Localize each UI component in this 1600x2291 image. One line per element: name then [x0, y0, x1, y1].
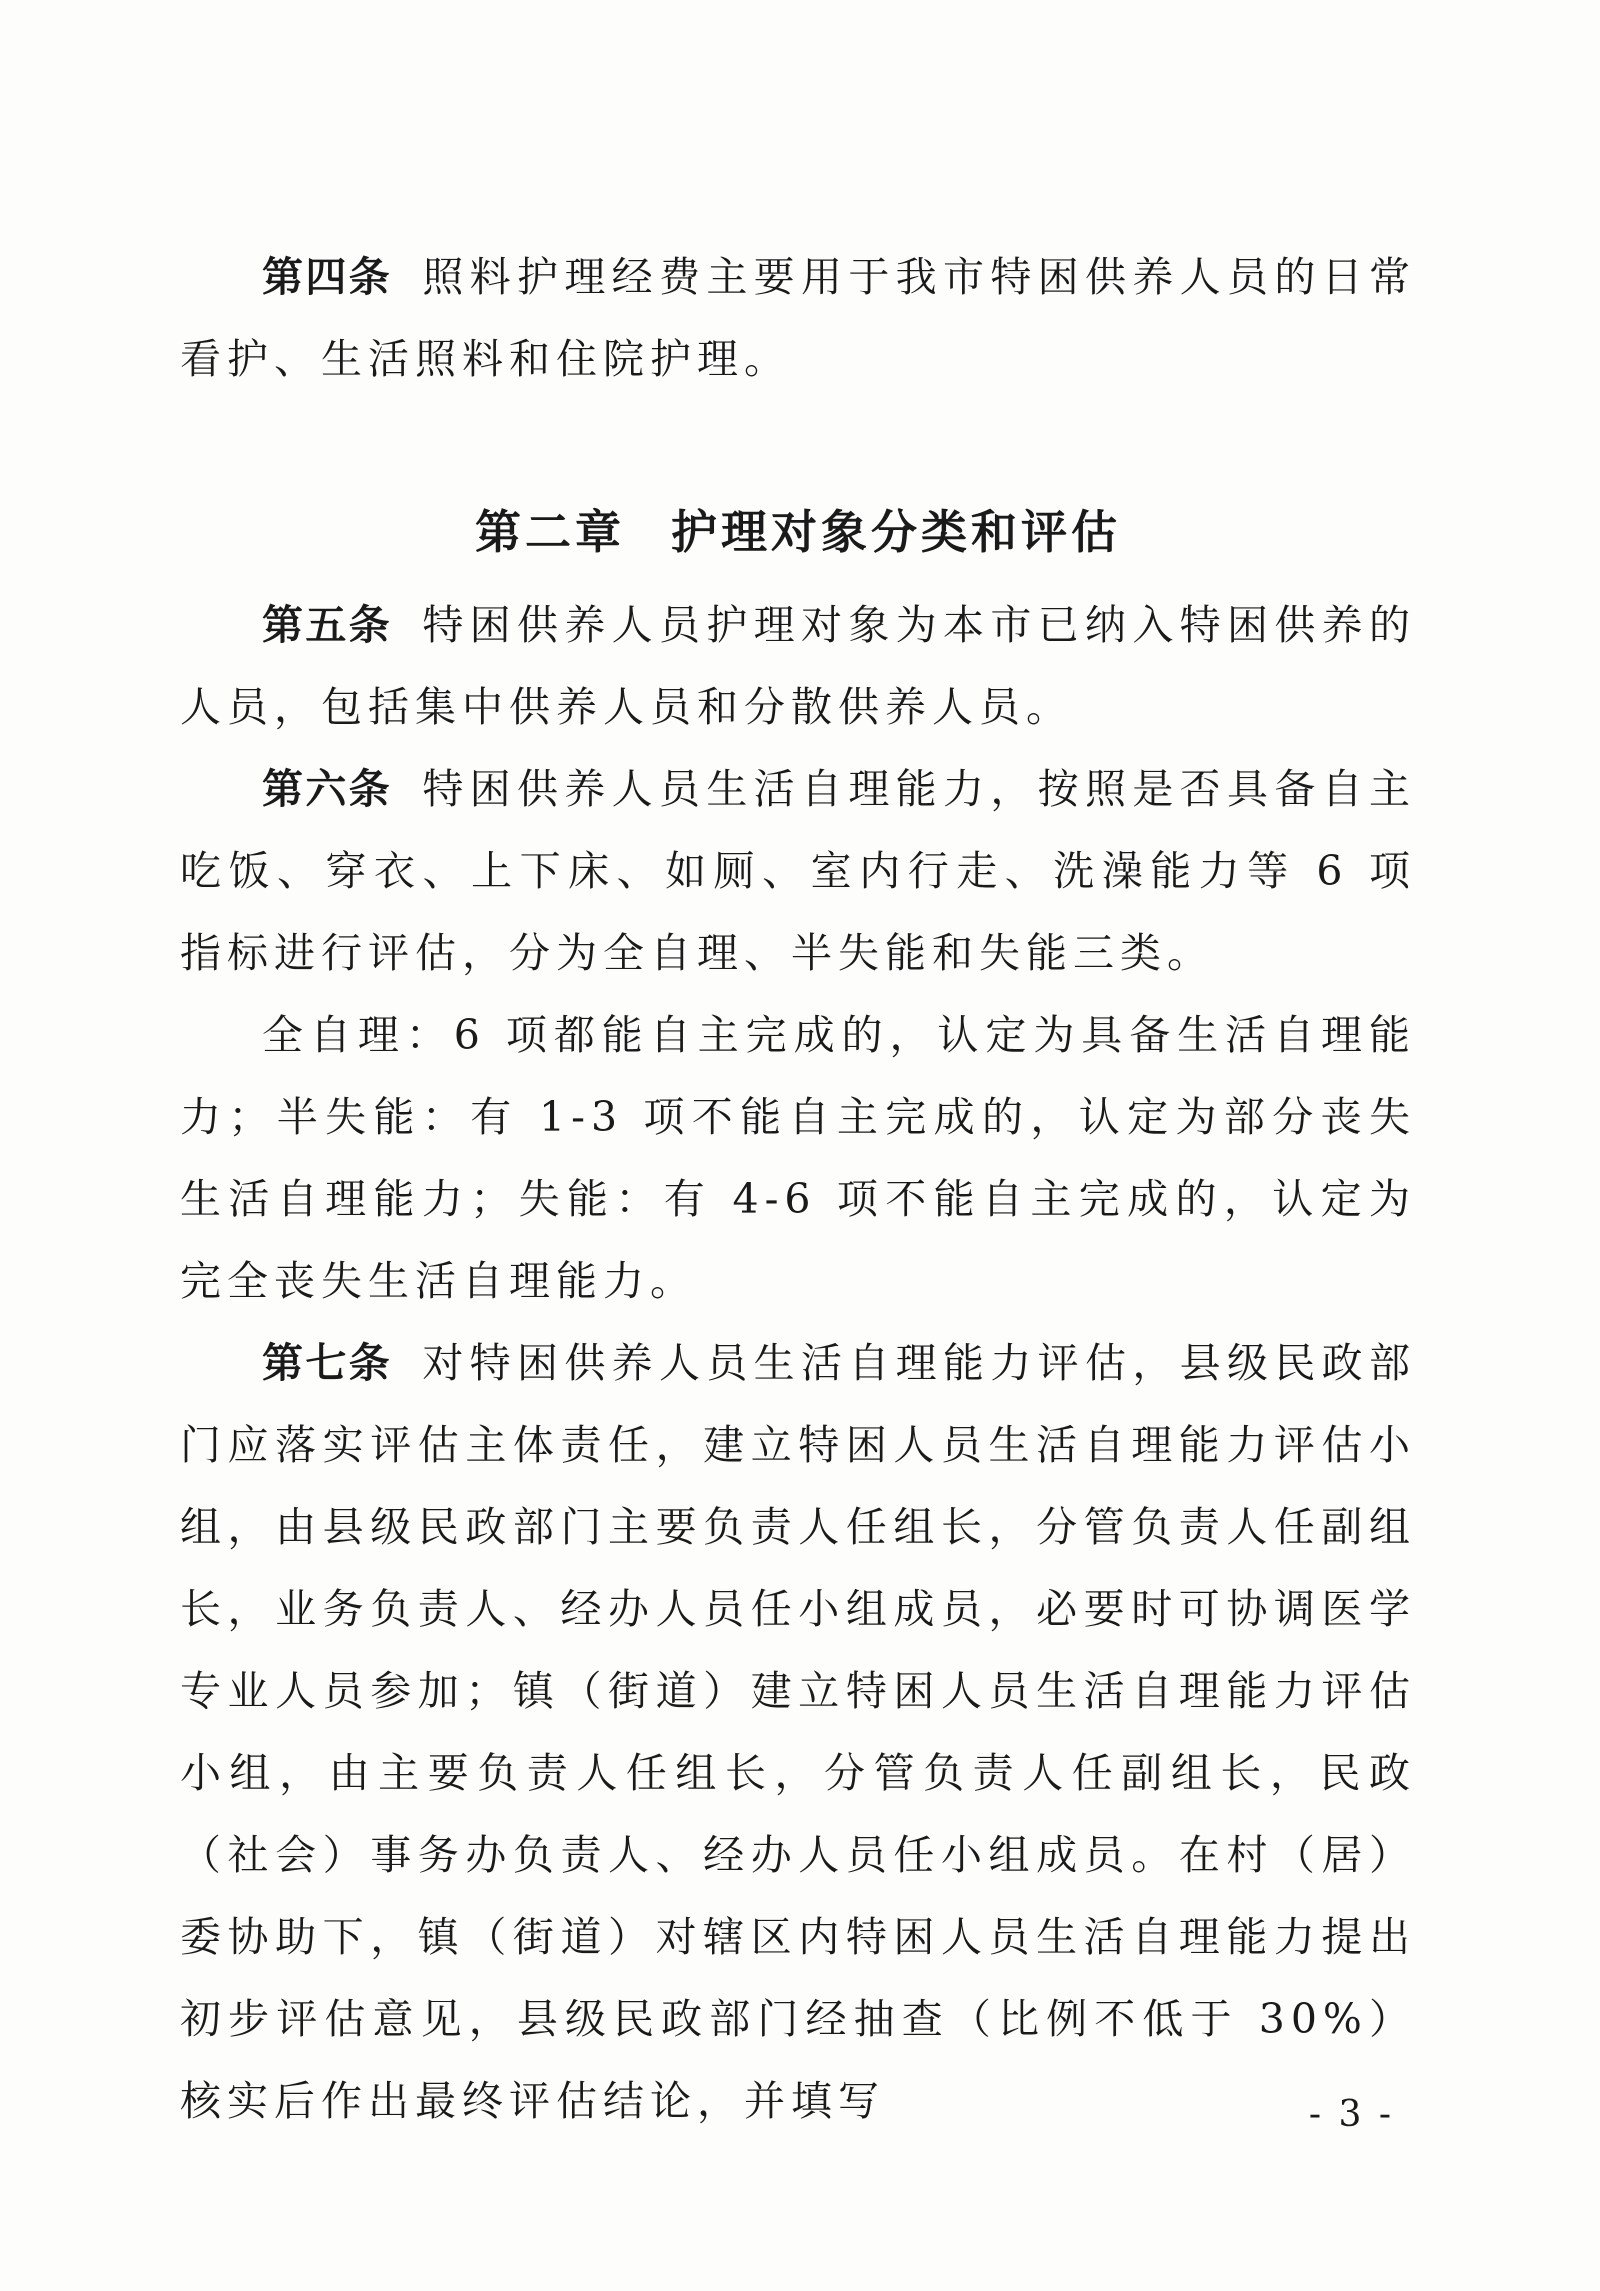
article-4-text: 照料护理经费主要用于我市特困供养人员的日常看护、生活照料和住院护理。	[180, 253, 1416, 383]
page-number: - 3 -	[1308, 2094, 1394, 2135]
article-5-label: 第五条	[262, 601, 392, 649]
article-6	[180, 748, 1416, 994]
article-7	[180, 1322, 1416, 2142]
article-7-label: 第七条	[262, 1339, 392, 1387]
article-6-label: 第六条	[262, 765, 392, 813]
chapter-name: 护理对象分类和评估	[671, 505, 1121, 559]
article-6-detail: 全自理：6 项都能自主完成的，认定为具备生活自理能力；半失能：有 1-3 项不能自主完成的，认定为部分丧失生活自理能力；失能：有 4-6 项不能自主完成的，认定为完全丧失生活自理能力。	[180, 1011, 1416, 1305]
article-6-text: 特困供养人员生活自理能力，按照是否具备自主吃饭、穿衣、上下床、如厕、室内行走、洗澡能力等 6 项指标进行评估，分为全自理、半失能和失能三类。	[180, 765, 1416, 977]
chapter-heading	[180, 480, 1416, 584]
article-7-text: 对特困供养人员生活自理能力评估，县级民政部门应落实评估主体责任，建立特困人员生活自理能力评估小组，由县级民政部门主要负责人任组长，分管负责人任副组长，业务负责人、经办人员任小组成员，必要时可协调医学专业人员参加；镇（街道）建立特困人员生活自理能力评估小组，由主要负责人任组长，分管负责人任副组长，民政（社会）事务办负责人、经办人员任小组成员。在村（居）委协助下，镇（街道）对辖区内特困人员生活自理能力提出初步评估意见，县级民政部门经抽查（比例不低于 30%）核实后作出最终评估结论，并填写	[180, 1339, 1416, 2125]
page-body	[180, 236, 1416, 2142]
article-4	[180, 236, 1416, 400]
article-4-label: 第四条	[262, 253, 392, 301]
article-5	[180, 584, 1416, 748]
article-5-text: 特困供养人员护理对象为本市已纳入特困供养的人员，包括集中供养人员和分散供养人员。	[180, 601, 1416, 731]
chapter-number: 第二章	[475, 505, 625, 559]
